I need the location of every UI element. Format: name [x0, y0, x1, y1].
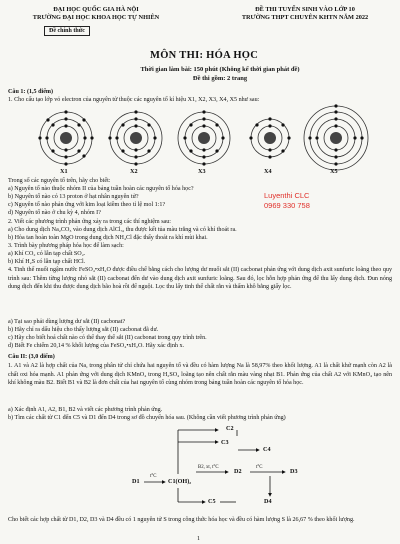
atom-x1 [38, 110, 93, 165]
exam-title: MÔN THI: HÓA HỌC [150, 50, 259, 61]
node-c1oh2: C1(OH)₂ [168, 478, 192, 485]
atom-label-x3: X3 [198, 168, 206, 175]
node-d2: D2 [234, 468, 242, 475]
q2-footer: Cho biết các hợp chất từ D1, D2, D3 và D4 đều có 1 nguyên tử S trong công thức hóa học và đều có hàm lượng S là 26,67 % theo khối lượng. [8, 517, 355, 523]
school-line-2: TRƯỜNG ĐẠI HỌC KHOA HỌC TỰ NHIÊN [32, 14, 160, 21]
q1-p4b: b) Hãy chỉ ra dấu hiệu cho thấy lượng sắt (II) cacbonat đã dư. [8, 327, 159, 333]
node-c3: C3 [221, 439, 229, 446]
condition-b2-catalyst: B2, xt, t°C [198, 465, 219, 470]
atom-label-x2: X2 [130, 168, 138, 175]
atom-label-x1: X1 [60, 168, 68, 175]
page-number: 1 [197, 536, 201, 542]
watermark-phone: 0969 330 758 [264, 201, 310, 210]
q1-item-a: a) Nguyên tố nào thuộc nhóm II của bảng tuần hoàn các nguyên tố hóa học? [8, 186, 194, 192]
q1-p3b: b) Khí H₂S có lẫn tạp chất HCl. [8, 259, 86, 265]
atom-x5 [304, 104, 368, 170]
atom-x4 [249, 117, 290, 158]
node-c4: C4 [263, 446, 271, 453]
node-d3: D3 [290, 468, 298, 475]
q2-p1a: a) Xác định A1, A2, B1, B2 và viết các phương trình phản ứng. [8, 407, 163, 413]
q2-heading: Câu II: (3,0 điểm) [8, 354, 55, 360]
q2-p1: 1. A1 và A2 là hợp chất của Na, trong phân tử chỉ chứa hai nguyên tố và đều có hàm lượng Na là 58,97% theo khối lượng. A1 là chất khử mạnh còn A2 là chất oxi hóa mạnh. A1 phản ứng với dung dịch KMnO₄ trong H₂SO₄ loãng tạo nên chất rắn màu vàng nhạt B1. Phản ứng của chất A2 với KMnO₄ tạo nên khí không màu B2. Biết B1 và B2 là đơn chất của hai nguyên tố cùng nhóm trong bảng tuần hoàn các nguyên tố hóa học. [8, 363, 392, 387]
q1-p3a: a) Khí CO₂ có lẫn tạp chất SO₂. [8, 251, 86, 257]
q1-item-b: b) Nguyên tố nào có 13 proton ở hạt nhân nguyên tử? [8, 194, 139, 200]
q1-lead: Trong số các nguyên tố trên, hãy cho biết: [8, 178, 111, 184]
q1-item-c: c) Nguyên tố nào phản ứng với kim loại kiềm theo tỉ lệ mol 1:1? [8, 202, 166, 208]
q1-p4a: a) Tại sao phải dùng lượng dư sắt (II) cacbonat? [8, 319, 126, 325]
node-d4: D4 [264, 498, 272, 505]
q1-p2b: b) Hòa tan hoàn toàn MgO trong dung dịch NH₄Cl đặc thấy thoát ra khí mùi khai. [8, 235, 208, 241]
school-line-1: ĐẠI HỌC QUỐC GIA HÀ NỘI [53, 6, 139, 13]
atom-x2 [108, 110, 162, 165]
q1-p2: 2. Viết các phương trình phản ứng xảy ra trong các thí nghiệm sau: [8, 219, 172, 225]
q1-p4d: d) Biết Fe chiếm 20,14 % khối lượng của FeSO₄•xH₂O. Hãy xác định x. [8, 343, 185, 349]
q1-p2a: a) Cho dung dịch Na₂CO₃ vào dung dịch AlCl₃, thu được kết tủa màu trắng và có khí thoát ra. [8, 227, 237, 233]
node-c2: C2 [226, 425, 234, 432]
condition-heat-1: t°C [150, 474, 157, 479]
node-d1: D1 [132, 478, 140, 485]
q1-heading: Câu 1: (1,5 điểm) [8, 89, 54, 95]
q1-intro: 1. Cho cấu tạo lớp vỏ electron của nguyên tử thuộc các nguyên tố kí hiệu X1, X2, X3, X4, X5 như sau: [8, 97, 260, 103]
official-badge: Đề chính thức [44, 26, 90, 36]
exam-line-1: ĐỀ THI TUYỂN SINH VÀO LỚP 10 [255, 6, 355, 13]
exam-time: Thời gian làm bài: 150 phút (Không kể thời gian phát đề) [140, 66, 300, 73]
atom-x3 [178, 110, 230, 165]
atom-label-x4: X4 [264, 168, 272, 175]
atom-label-x5: X5 [330, 168, 338, 175]
q2-p1b: b) Tìm các chất từ C1 đến C5 và D1 đến D4 trong sơ đồ chuyển hóa sau. (Không cần viết phương trình phản ứng) [8, 415, 286, 421]
q1-p3: 3. Trình bày phương pháp hóa học để làm sạch: [8, 243, 124, 249]
watermark-name: Luyenthi CLC [264, 191, 310, 200]
q1-p4c: c) Hãy cho biết hoá chất nào có thể thay thế sắt (II) cacbonat trong quy trình trên. [8, 335, 207, 341]
q1-item-d: d) Nguyên tố nào ở chu kỳ 4, nhóm I? [8, 210, 101, 216]
exam-pages: Đề thi gồm: 2 trang [192, 75, 248, 82]
atom-diagrams [0, 104, 400, 172]
q1-p4: 4. Tinh thể muối ngậm nước FeSO₄•xH₂O được điều chế bằng cách cho lượng dư muối sắt (II) cacbonat phản ứng với dung dịch axit sunfuric loãng theo quy trình sau: Thêm từng lượng nhỏ sắt (II) cacbonat đến dư vào dung dịch axit sunfuric loãng. Sau đó, lọc hỗn hợp phản ứng để thu lấy dung dịch. Đun nóng dung dịch đến khi thu được dung dịch bão hoà rồi để nguội. Lọc thu lấy tinh thể chất rắn và thấm khô bằng giấy lọc. [8, 267, 392, 291]
condition-heat-2: t°C [256, 465, 263, 470]
exam-line-2: TRƯỜNG THPT CHUYÊN KHTN NĂM 2022 [241, 14, 369, 21]
node-c5: C5 [208, 498, 216, 505]
